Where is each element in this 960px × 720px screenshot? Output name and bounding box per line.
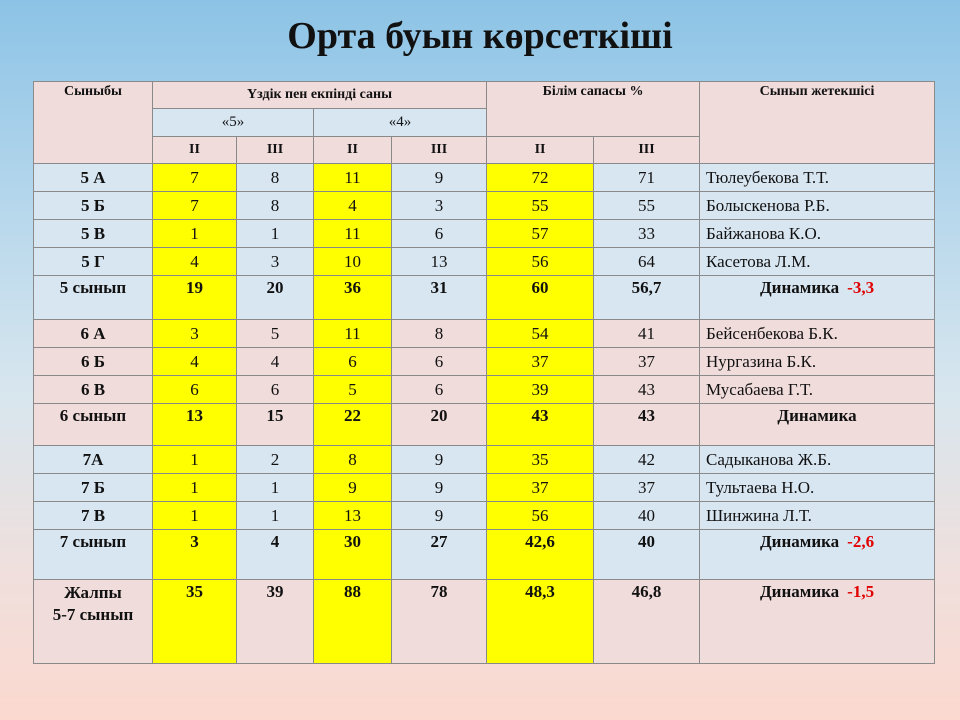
teacher-cell: Тультаева Н.О.	[700, 474, 935, 502]
value-cell: 43	[594, 376, 700, 404]
header-class: Сыныбы	[34, 82, 153, 164]
value-cell: 19	[153, 276, 237, 320]
value-cell: 55	[594, 192, 700, 220]
value-cell: 6	[392, 376, 487, 404]
teacher-cell: Касетова Л.М.	[700, 248, 935, 276]
value-cell: 1	[237, 220, 314, 248]
value-cell: 4	[153, 248, 237, 276]
value-cell: 4	[153, 348, 237, 376]
value-cell: 6	[237, 376, 314, 404]
header-term: ІІІ	[594, 137, 700, 164]
value-cell: 3	[392, 192, 487, 220]
dynamics-value: -1,5	[847, 582, 875, 601]
value-cell: 6	[153, 376, 237, 404]
header-term: ІІІ	[392, 137, 487, 164]
value-cell: 3	[153, 530, 237, 580]
header-excellent: Үздік пен екпінді саны	[153, 82, 487, 109]
value-cell: 5	[237, 320, 314, 348]
value-cell: 40	[594, 530, 700, 580]
value-cell: 20	[392, 404, 487, 446]
value-cell: 4	[314, 192, 392, 220]
dynamics-label: Динамика	[759, 532, 840, 551]
value-cell: 9	[314, 474, 392, 502]
class-cell: 7А	[34, 446, 153, 474]
teacher-cell: Шинжина Л.Т.	[700, 502, 935, 530]
table-row	[34, 446, 935, 474]
value-cell: 37	[487, 474, 594, 502]
class-cell: 5 А	[34, 164, 153, 192]
teacher-cell: Нургазина Б.К.	[700, 348, 935, 376]
value-cell: 4	[237, 530, 314, 580]
value-cell: 37	[594, 348, 700, 376]
value-cell: 55	[487, 192, 594, 220]
value-cell: 13	[153, 404, 237, 446]
value-cell: 54	[487, 320, 594, 348]
value-cell: 6	[314, 348, 392, 376]
value-cell: 35	[487, 446, 594, 474]
value-cell: 11	[314, 320, 392, 348]
value-cell: 8	[314, 446, 392, 474]
teacher-cell: Байжанова К.О.	[700, 220, 935, 248]
value-cell: 40	[594, 502, 700, 530]
header-term: ІІ	[314, 137, 392, 164]
value-cell: 39	[487, 376, 594, 404]
dynamics-cell	[700, 530, 935, 580]
header-quality: Білім сапасы %	[487, 82, 700, 137]
value-cell: 33	[594, 220, 700, 248]
table-row	[34, 192, 935, 220]
value-cell: 64	[594, 248, 700, 276]
header-grade5: «5»	[153, 109, 314, 137]
value-cell: 22	[314, 404, 392, 446]
value-cell: 8	[237, 164, 314, 192]
class-cell	[34, 580, 153, 664]
value-cell: 42,6	[487, 530, 594, 580]
value-cell: 11	[314, 164, 392, 192]
value-cell: 1	[153, 502, 237, 530]
value-cell: 9	[392, 474, 487, 502]
class-cell: 7 В	[34, 502, 153, 530]
value-cell: 4	[237, 348, 314, 376]
performance-table	[33, 81, 935, 664]
value-cell: 30	[314, 530, 392, 580]
value-cell: 39	[237, 580, 314, 664]
teacher-cell: Болыскенова Р.Б.	[700, 192, 935, 220]
teacher-cell: Тюлеубекова Т.Т.	[700, 164, 935, 192]
page-title: Орта буын көрсеткіші	[287, 15, 673, 57]
class-cell: 5 сынып	[34, 276, 153, 320]
value-cell: 72	[487, 164, 594, 192]
table-row	[34, 376, 935, 404]
value-cell: 56	[487, 502, 594, 530]
value-cell: 37	[594, 474, 700, 502]
class-cell: 5 В	[34, 220, 153, 248]
value-cell: 9	[392, 164, 487, 192]
value-cell: 10	[314, 248, 392, 276]
dynamics-value: -3,3	[847, 278, 875, 297]
value-cell: 13	[314, 502, 392, 530]
dynamics-cell	[700, 276, 935, 320]
dynamics-label: Динамика	[777, 406, 857, 425]
value-cell: 88	[314, 580, 392, 664]
teacher-cell: Мусабаева Г.Т.	[700, 376, 935, 404]
header-term: ІІ	[153, 137, 237, 164]
header-term: ІІ	[487, 137, 594, 164]
value-cell: 37	[487, 348, 594, 376]
value-cell: 13	[392, 248, 487, 276]
value-cell: 35	[153, 580, 237, 664]
dynamics-label: Динамика	[759, 278, 840, 297]
header-term: ІІІ	[237, 137, 314, 164]
value-cell: 1	[153, 446, 237, 474]
value-cell: 20	[237, 276, 314, 320]
value-cell: 9	[392, 446, 487, 474]
value-cell: 1	[237, 502, 314, 530]
table-row	[34, 474, 935, 502]
total-label-line2: 5-7 сынып	[52, 605, 134, 624]
value-cell: 3	[153, 320, 237, 348]
dynamics-cell	[700, 404, 935, 446]
value-cell: 43	[594, 404, 700, 446]
class-cell: 5 Б	[34, 192, 153, 220]
summary-row	[34, 404, 935, 446]
class-cell: 6 А	[34, 320, 153, 348]
value-cell: 6	[392, 220, 487, 248]
summary-row	[34, 530, 935, 580]
value-cell: 1	[153, 474, 237, 502]
teacher-cell: Бейсенбекова Б.К.	[700, 320, 935, 348]
class-cell: 7 сынып	[34, 530, 153, 580]
value-cell: 42	[594, 446, 700, 474]
value-cell: 56	[487, 248, 594, 276]
value-cell: 60	[487, 276, 594, 320]
value-cell: 5	[314, 376, 392, 404]
value-cell: 31	[392, 276, 487, 320]
value-cell: 9	[392, 502, 487, 530]
table-row	[34, 320, 935, 348]
table-row	[34, 164, 935, 192]
header-grade4: «4»	[314, 109, 487, 137]
class-cell: 5 Г	[34, 248, 153, 276]
value-cell: 56,7	[594, 276, 700, 320]
total-label-line1: Жалпы	[64, 583, 122, 602]
value-cell: 57	[487, 220, 594, 248]
value-cell: 3	[237, 248, 314, 276]
value-cell: 15	[237, 404, 314, 446]
value-cell: 48,3	[487, 580, 594, 664]
class-cell: 6 сынып	[34, 404, 153, 446]
total-row	[34, 580, 935, 664]
value-cell: 41	[594, 320, 700, 348]
value-cell: 2	[237, 446, 314, 474]
value-cell: 71	[594, 164, 700, 192]
value-cell: 11	[314, 220, 392, 248]
header-teacher: Сынып жетекшісі	[700, 82, 935, 164]
summary-row	[34, 276, 935, 320]
value-cell: 1	[237, 474, 314, 502]
value-cell: 1	[153, 220, 237, 248]
value-cell: 7	[153, 192, 237, 220]
table-row	[34, 220, 935, 248]
dynamics-label: Динамика	[759, 582, 840, 601]
dynamics-cell	[700, 580, 935, 664]
class-cell: 6 В	[34, 376, 153, 404]
value-cell: 46,8	[594, 580, 700, 664]
table-row	[34, 348, 935, 376]
table-row	[34, 502, 935, 530]
value-cell: 36	[314, 276, 392, 320]
value-cell: 43	[487, 404, 594, 446]
dynamics-value: -2,6	[847, 532, 875, 551]
value-cell: 78	[392, 580, 487, 664]
value-cell: 6	[392, 348, 487, 376]
value-cell: 8	[237, 192, 314, 220]
table-row	[34, 248, 935, 276]
class-cell: 7 Б	[34, 474, 153, 502]
value-cell: 27	[392, 530, 487, 580]
teacher-cell: Садыканова Ж.Б.	[700, 446, 935, 474]
value-cell: 7	[153, 164, 237, 192]
class-cell: 6 Б	[34, 348, 153, 376]
value-cell: 8	[392, 320, 487, 348]
